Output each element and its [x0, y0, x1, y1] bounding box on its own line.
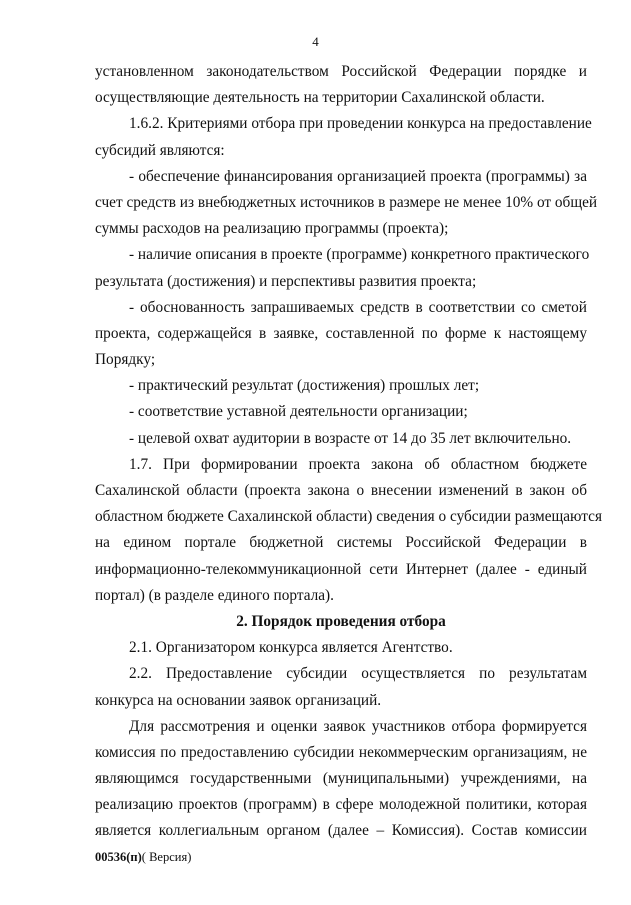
document-body [95, 59, 602, 845]
text-line: установленном законодательством Российской Федерации порядке и [95, 63, 587, 80]
text-line: - соответствие уставной деятельности организации; [129, 403, 468, 421]
document-version: ( Версия) [141, 850, 192, 864]
text-line: субсидий являются: [95, 141, 225, 159]
text-line: 1.6.2. Критериями отбора при проведении конкурса на предоставление [129, 115, 592, 133]
text-line: - целевой охват аудитории в возрасте от 14 до 35 лет включительно. [129, 429, 572, 447]
text-line: реализацию проектов (программ) в сфере молодежной политики, которая [95, 796, 587, 814]
section-heading: 2. Порядок проведения отбора [236, 612, 446, 630]
text-line: Порядку; [95, 351, 156, 369]
text-line: информационно-телекоммуникационной сети Интернет (далее - единый [95, 560, 587, 578]
text-line: Сахалинской области (проекта закона о внесении изменений в закон об [95, 482, 587, 499]
text-line: суммы расходов на реализацию программы (проекта); [95, 220, 449, 238]
text-line: областном бюджете Сахалинской области) сведения о субсидии размещаются [95, 508, 602, 526]
text-line: - наличие описания в проекте (программе) конкретного практического [129, 246, 590, 264]
text-line: является коллегиальным органом (далее – Комиссия). Состав комиссии [95, 822, 587, 840]
text-line: осуществляющие деятельность на территории Сахалинской области. [95, 89, 545, 107]
text-line: на едином портале бюджетной системы Российской Федерации в [95, 534, 587, 552]
document-code: 00536(п) [95, 850, 142, 864]
text-line: Для рассмотрения и оценки заявок участников отбора формируется [129, 717, 587, 735]
text-line: 2.1. Организатором конкурса является Агентство. [129, 639, 453, 657]
text-line: комиссия по предоставлению субсидии некоммерческим организациям, не [95, 743, 587, 761]
text-line: - обоснованность запрашиваемых средств в соответствии со сметой [129, 298, 587, 316]
text-line: 2.2. Предоставление субсидии осуществляется по результатам [129, 665, 587, 683]
text-line: портал) (в разделе единого портала). [95, 586, 334, 604]
text-line: проекта, содержащейся в заявке, составленной по форме к настоящему [95, 324, 587, 342]
page-number: 4 [312, 34, 319, 49]
document-footer [95, 850, 191, 865]
text-line: счет средств из внебюджетных источников в размере не менее 10% от общей [95, 193, 598, 211]
text-line: 1.7. При формировании проекта закона об областном бюджете [129, 455, 587, 473]
text-line: являющимся государственными (муниципальными) учреждениями, на [95, 770, 587, 788]
text-line: конкурса на основании заявок организаций. [95, 691, 382, 709]
text-line: - практический результат (достижения) прошлых лет; [129, 377, 480, 395]
text-line: результата (достижения) и перспективы развития проекта; [95, 272, 477, 290]
text-line: - обеспечение финансирования организацией проекта (программы) за [129, 167, 587, 185]
